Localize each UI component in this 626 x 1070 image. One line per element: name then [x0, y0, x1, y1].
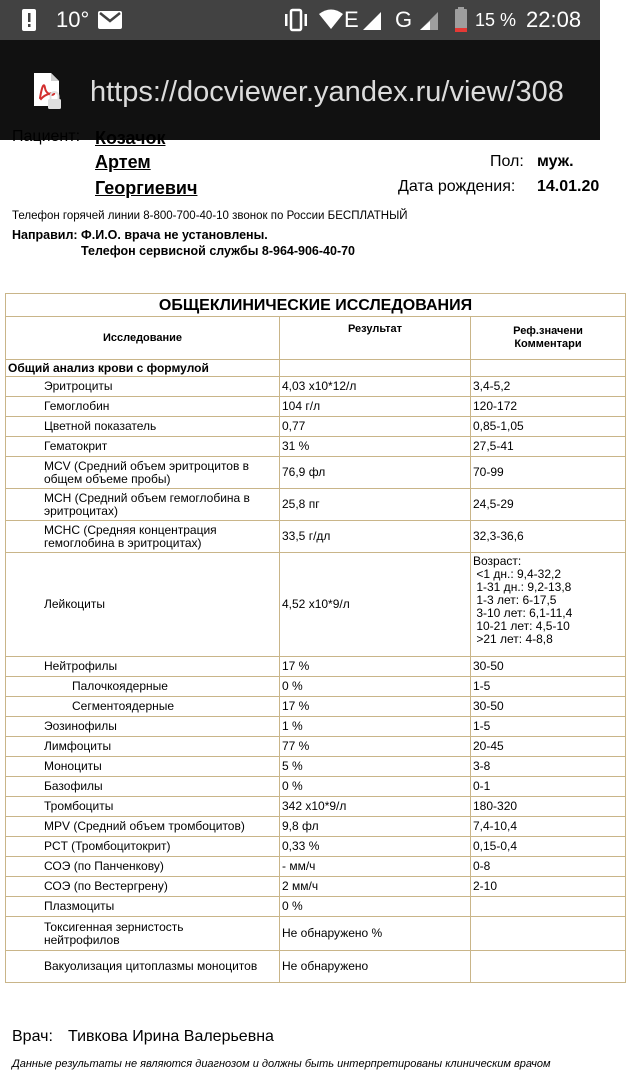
table-row [6, 877, 626, 897]
test-reference: 70-99 [471, 457, 626, 489]
test-name: Гемоглобин [6, 397, 280, 417]
document-page[interactable] [0, 128, 600, 1070]
table-row [6, 797, 626, 817]
test-result: Не обнаружено [280, 951, 471, 983]
test-name: Плазмоциты [6, 897, 280, 917]
test-result: 76,9 фл [280, 457, 471, 489]
test-result: 77 % [280, 737, 471, 757]
test-result: 4,03 x10*12/л [280, 377, 471, 397]
test-reference: 0-8 [471, 857, 626, 877]
url-text[interactable]: https://docviewer.yandex.ru/view/308 [90, 76, 564, 108]
table-row [6, 457, 626, 489]
test-name: Нейтрофилы [6, 657, 280, 677]
test-name: Базофилы [6, 777, 280, 797]
test-result: 31 % [280, 437, 471, 457]
test-reference: 120-172 [471, 397, 626, 417]
test-name: Палочкоядерные [6, 677, 280, 697]
test-result: 0 % [280, 677, 471, 697]
test-reference: 30-50 [471, 697, 626, 717]
test-result: 9,8 фл [280, 817, 471, 837]
table-row [6, 717, 626, 737]
test-name-line: нейтрофилов [44, 932, 120, 947]
reference-line: >21 лет: 4-8,8 [473, 632, 553, 646]
table-row [6, 397, 626, 417]
reference-line: Возраст: [473, 554, 522, 568]
table-title: ОБЩЕКЛИНИЧЕСКИЕ ИССЛЕДОВАНИЯ [6, 294, 626, 317]
test-name [6, 489, 280, 521]
test-result: - мм/ч [280, 857, 471, 877]
test-reference: 3-8 [471, 757, 626, 777]
test-result: Не обнаружено % [280, 917, 471, 951]
test-name: MPV (Средний объем тромбоцитов) [6, 817, 280, 837]
table-row [6, 951, 626, 983]
test-name-line: эритроцитах) [44, 503, 118, 518]
test-name-line: MCH (Средний объем гемоглобина в [44, 490, 250, 505]
table-row [6, 757, 626, 777]
test-reference: 7,4-10,4 [471, 817, 626, 837]
test-name-line: MCHC (Средняя концентрация [44, 522, 217, 537]
col-header-result: Результат [280, 317, 471, 360]
table-row [6, 777, 626, 797]
test-reference [471, 553, 626, 657]
test-result: 0 % [280, 897, 471, 917]
test-name: Моноциты [6, 757, 280, 777]
url-bar[interactable] [0, 40, 600, 140]
test-name: Лейкоциты [6, 553, 280, 657]
test-result: 0,77 [280, 417, 471, 437]
table-row [6, 437, 626, 457]
dob-label: Дата рождения: [398, 178, 516, 195]
sex-value: муж. [537, 153, 574, 170]
test-result: 2 мм/ч [280, 877, 471, 897]
hotline-text: Телефон горячей линии 8-800-700-40-10 звонок по России БЕСПЛАТНЫЙ [12, 210, 408, 222]
test-reference [471, 897, 626, 917]
battery-icon [454, 0, 468, 40]
test-reference: 0,15-0,4 [471, 837, 626, 857]
mail-icon [97, 0, 123, 40]
table-row [6, 677, 626, 697]
test-reference: 1-5 [471, 717, 626, 737]
table-row [6, 657, 626, 677]
table-row [6, 489, 626, 521]
col-header-study: Исследование [6, 317, 280, 360]
signal-icon [361, 0, 383, 40]
test-result: 0,33 % [280, 837, 471, 857]
test-name-line: общем объеме пробы) [44, 471, 171, 486]
test-reference [471, 951, 626, 983]
patient-label: Пациент: [12, 128, 81, 145]
sex-label: Пол: [490, 153, 524, 170]
reference-line: 1-3 лет: 6-17,5 [473, 593, 557, 607]
test-reference: 20-45 [471, 737, 626, 757]
test-name: СОЭ (по Панченкову) [6, 857, 280, 877]
section-title: Общий анализ крови с формулой [6, 360, 280, 377]
test-reference: 3,4-5,2 [471, 377, 626, 397]
table-row [6, 897, 626, 917]
weather-icon [44, 0, 52, 40]
test-result: 4,52 x10*9/л [280, 553, 471, 657]
table-row [6, 377, 626, 397]
test-result: 25,8 пг [280, 489, 471, 521]
table-row [6, 917, 626, 951]
test-name-line: Токсигенная зернистость [44, 919, 184, 934]
test-result: 104 г/л [280, 397, 471, 417]
test-reference: 180-320 [471, 797, 626, 817]
table-row [6, 553, 626, 657]
referred-by: Направил: Ф.И.О. врача не установлены. [12, 228, 268, 242]
wifi-icon [318, 0, 344, 40]
test-reference: 0-1 [471, 777, 626, 797]
test-name: СОЭ (по Вестергрену) [6, 877, 280, 897]
dob-value: 14.01.20 [537, 178, 600, 195]
signal-icon [418, 0, 440, 40]
table-row [6, 697, 626, 717]
test-reference [471, 917, 626, 951]
patient-surname: Козачок [95, 128, 166, 148]
test-reference: 30-50 [471, 657, 626, 677]
test-result: 0 % [280, 777, 471, 797]
table-row [6, 521, 626, 553]
test-name: Гематокрит [6, 437, 280, 457]
test-name: Тромбоциты [6, 797, 280, 817]
test-name: Лимфоциты [6, 737, 280, 757]
test-name [6, 521, 280, 553]
results-table [5, 293, 626, 983]
temperature: 10° [56, 7, 90, 32]
reference-line: 1-31 дн.: 9,2-13,8 [473, 580, 572, 594]
network-type-1: E [344, 7, 359, 32]
test-reference: 2-10 [471, 877, 626, 897]
patient-patronymic: Георгиевич [95, 178, 198, 198]
patient-first-name: Артем [95, 152, 151, 172]
table-row [6, 417, 626, 437]
network-type-2: G [395, 7, 413, 32]
test-name: Вакуолизация цитоплазмы моноцитов [6, 951, 280, 983]
vibrate-icon [282, 0, 310, 40]
test-reference: 0,85-1,05 [471, 417, 626, 437]
reference-line: <1 дн.: 9,4-32,2 [473, 567, 562, 581]
battery-percent: 15 % [475, 10, 517, 30]
test-name: Сегментоядерные [6, 697, 280, 717]
test-reference: 32,3-36,6 [471, 521, 626, 553]
doctor-name: Тивкова Ирина Валерьевна [68, 1028, 274, 1045]
test-result: 17 % [280, 657, 471, 677]
alert-icon [22, 0, 36, 40]
test-reference: 1-5 [471, 677, 626, 697]
test-name [6, 457, 280, 489]
table-row [6, 857, 626, 877]
col-header-ref-line-1: Реф.значени [513, 325, 583, 337]
pdf-lock-icon [32, 72, 62, 108]
test-reference: 24,5-29 [471, 489, 626, 521]
reference-line: 3-10 лет: 6,1-11,4 [473, 606, 573, 620]
table-row [6, 737, 626, 757]
col-header-ref-line-2: Комментари [514, 338, 582, 350]
test-reference: 27,5-41 [471, 437, 626, 457]
status-bar [0, 0, 600, 40]
test-result: 342 x10*9/л [280, 797, 471, 817]
test-name: PCT (Тромбоцитокрит) [6, 837, 280, 857]
test-name: Эозинофилы [6, 717, 280, 737]
test-result: 5 % [280, 757, 471, 777]
clock: 22:08 [526, 7, 582, 32]
test-name [6, 917, 280, 951]
doctor-label: Врач: [12, 1028, 53, 1045]
test-result: 1 % [280, 717, 471, 737]
test-name-line: гемоглобина в эритроцитах) [44, 535, 202, 550]
test-name-line: MCV (Средний объем эритроцитов в [44, 458, 250, 473]
footnote: Данные результаты не являются диагнозом и должны быть интерпретированы клиническим врачом [12, 1058, 551, 1070]
service-phone: Телефон сервисной службы 8-964-906-40-70 [81, 244, 356, 258]
test-name: Цветной показатель [6, 417, 280, 437]
table-row [6, 817, 626, 837]
test-name: Эритроциты [6, 377, 280, 397]
test-result: 33,5 г/дл [280, 521, 471, 553]
test-result: 17 % [280, 697, 471, 717]
reference-line: 10-21 лет: 4,5-10 [473, 619, 570, 633]
table-row [6, 837, 626, 857]
col-header-ref [471, 317, 626, 360]
